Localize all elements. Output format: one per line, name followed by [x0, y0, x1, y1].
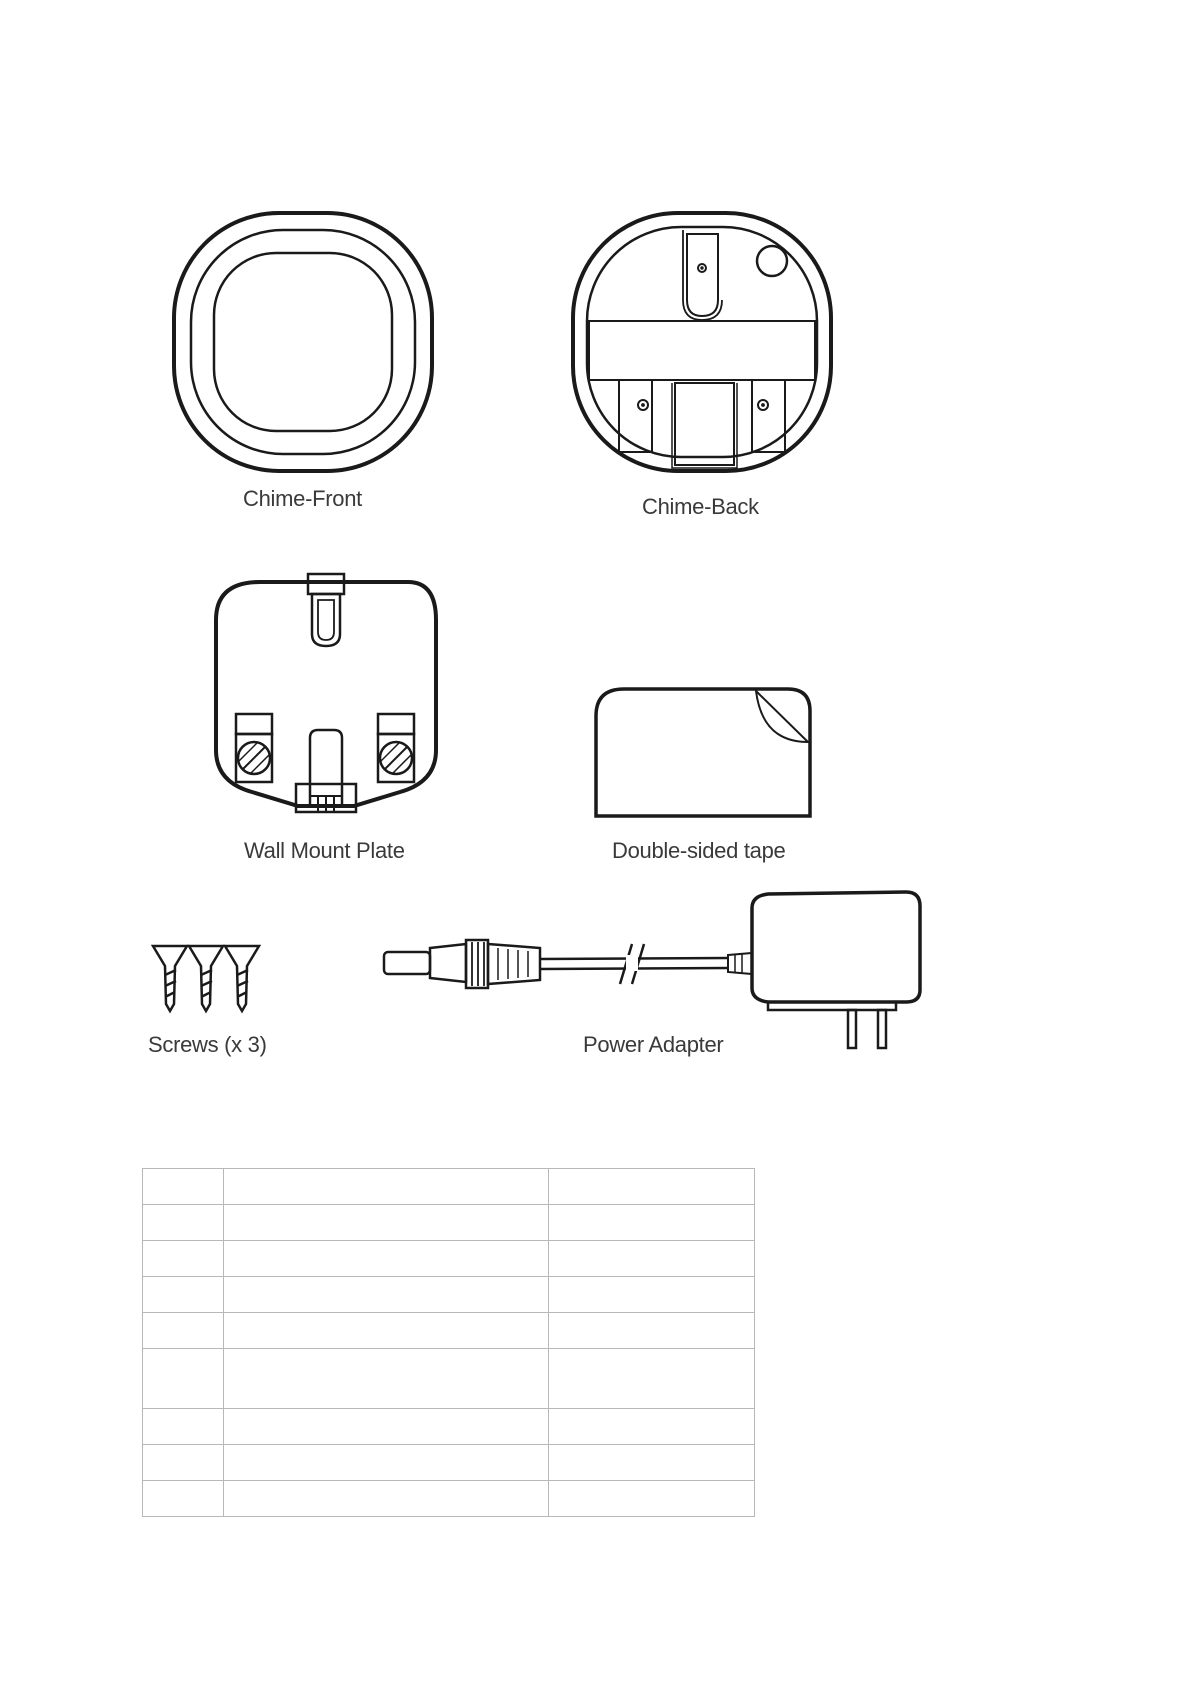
table-row: [143, 1409, 755, 1445]
table-cell: [143, 1169, 224, 1205]
power-adapter-icon: [384, 892, 920, 1048]
table-cell: [143, 1241, 224, 1277]
table-cell: [549, 1277, 755, 1313]
table-cell: [224, 1445, 549, 1481]
chime-front-icon: [174, 213, 432, 471]
double-sided-tape-icon: [596, 689, 810, 816]
table-row: [143, 1169, 755, 1205]
table-cell: [549, 1445, 755, 1481]
table-cell: [143, 1445, 224, 1481]
table-cell: [224, 1481, 549, 1517]
table-cell: [224, 1277, 549, 1313]
table-cell: [549, 1409, 755, 1445]
screws-caption: Screws (x 3): [148, 1032, 267, 1057]
table-cell: [549, 1205, 755, 1241]
table-cell: [549, 1313, 755, 1349]
table-cell: [549, 1481, 755, 1517]
wall-mount-plate-icon: [216, 574, 436, 812]
table-row: [143, 1205, 755, 1241]
table-row: [143, 1241, 755, 1277]
table-cell: [143, 1409, 224, 1445]
table-cell: [143, 1349, 224, 1409]
table-row: [143, 1481, 755, 1517]
table-cell: [549, 1349, 755, 1409]
chime-back-icon: [573, 213, 831, 471]
table-cell: [549, 1241, 755, 1277]
table-cell: [143, 1313, 224, 1349]
power-adapter-caption: Power Adapter: [583, 1032, 724, 1057]
table-row: [143, 1445, 755, 1481]
table-row: [143, 1313, 755, 1349]
table-cell: [224, 1313, 549, 1349]
table-cell: [143, 1481, 224, 1517]
table-cell: [224, 1169, 549, 1205]
table-cell: [224, 1409, 549, 1445]
double-sided-tape-caption: Double-sided tape: [612, 838, 786, 863]
table-cell: [224, 1205, 549, 1241]
chime-front-caption: Chime-Front: [243, 486, 362, 511]
screw-icon: [153, 946, 259, 1011]
chime-back-caption: Chime-Back: [642, 494, 759, 519]
spec-table: [142, 1168, 755, 1517]
wall-mount-plate-caption: Wall Mount Plate: [244, 838, 405, 863]
table-cell: [549, 1169, 755, 1205]
table-cell: [143, 1205, 224, 1241]
table-cell: [224, 1241, 549, 1277]
table-cell: [224, 1349, 549, 1409]
table-row: [143, 1277, 755, 1313]
table-cell: [143, 1277, 224, 1313]
table-row: [143, 1349, 755, 1409]
